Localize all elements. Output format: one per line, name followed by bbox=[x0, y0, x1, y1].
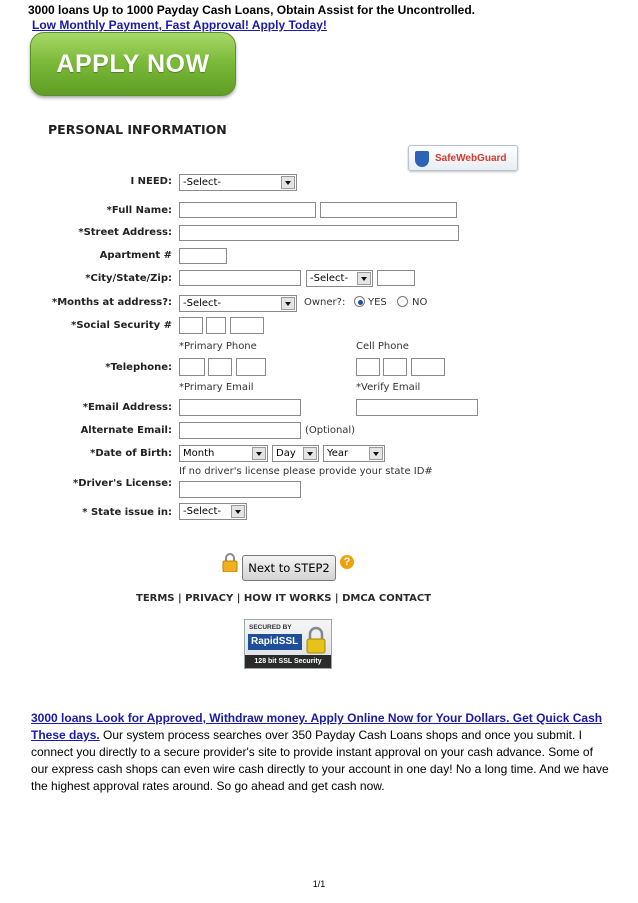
need-select-value: -Select- bbox=[183, 177, 222, 188]
apartment-input[interactable] bbox=[179, 248, 227, 264]
months-select[interactable] bbox=[179, 295, 297, 312]
ssn-part2-input[interactable] bbox=[206, 317, 226, 334]
owner-label: Owner?: bbox=[304, 297, 346, 308]
city-input[interactable] bbox=[179, 270, 301, 286]
chevron-down-icon bbox=[281, 297, 295, 310]
article-link[interactable]: 3000 loans Look for Approved, Withdraw money. Apply Online Now for Your Dollars. Get Quick Cash These days. bbox=[31, 711, 603, 742]
chevron-down-icon bbox=[357, 272, 371, 285]
owner-yes-label: YES bbox=[368, 297, 387, 308]
owner-yes-radio[interactable] bbox=[354, 296, 365, 307]
cell-prefix-input[interactable] bbox=[383, 358, 407, 376]
label-alt-email: Alternate Email: bbox=[80, 425, 172, 436]
verify-email-hint: *Verify Email bbox=[356, 382, 421, 393]
shield-icon bbox=[415, 151, 429, 167]
owner-no-radio[interactable] bbox=[397, 296, 408, 307]
ssn-part1-input[interactable] bbox=[179, 317, 203, 334]
safewebguard-badge bbox=[408, 145, 518, 171]
first-name-input[interactable] bbox=[179, 202, 316, 218]
ssl-line3: 128 bit SSL Security bbox=[245, 655, 331, 668]
street-address-input[interactable] bbox=[179, 225, 459, 241]
chevron-down-icon bbox=[281, 176, 295, 189]
state-issue-select[interactable] bbox=[179, 503, 247, 520]
phone-area-input[interactable] bbox=[179, 358, 205, 376]
months-select-value: -Select- bbox=[183, 298, 222, 309]
lock-icon bbox=[222, 552, 238, 572]
next-step-button[interactable]: Next to STEP2 bbox=[242, 555, 336, 581]
chevron-down-icon bbox=[252, 447, 266, 460]
page-title: 3000 loans Up to 1000 Payday Cash Loans, Obtain Assist for the Uncontrolled. bbox=[28, 3, 476, 17]
last-name-input[interactable] bbox=[320, 202, 457, 218]
dob-day-select[interactable] bbox=[272, 445, 319, 462]
label-city-state-zip: *City/State/Zip: bbox=[85, 273, 172, 284]
help-icon[interactable]: ? bbox=[340, 555, 354, 569]
cell-phone-hint: Cell Phone bbox=[356, 341, 409, 352]
label-telephone: *Telephone: bbox=[105, 362, 172, 373]
label-email: *Email Address: bbox=[82, 402, 172, 413]
optional-hint: (Optional) bbox=[305, 425, 356, 436]
rapidssl-badge bbox=[244, 619, 332, 669]
phone-line-input[interactable] bbox=[236, 358, 266, 376]
article-body: Our system process searches over 350 Payday Cash Loans shops and once you submit. I connect you directly to a secure provider's site to provide instant approval on your cash advance. Some of our express cash shops can even wire cash directly to your account in one day! No a long time. And we have the highest approval rates around. So go ahead and get cash now. bbox=[31, 728, 609, 793]
dob-year-select[interactable] bbox=[323, 445, 385, 462]
apply-now-button[interactable]: APPLY NOW bbox=[30, 32, 236, 96]
label-dob: *Date of Birth: bbox=[90, 448, 172, 459]
chevron-down-icon bbox=[303, 447, 317, 460]
label-state-issue: * State issue in: bbox=[82, 507, 172, 518]
primary-email-hint: *Primary Email bbox=[179, 382, 254, 393]
verify-email-input[interactable] bbox=[356, 399, 478, 416]
ssl-line1: SECURED BY bbox=[249, 624, 292, 631]
article-paragraph bbox=[31, 710, 613, 795]
dob-month-select[interactable] bbox=[179, 445, 268, 462]
state-select-value: -Select- bbox=[310, 273, 349, 284]
label-ssn: *Social Security # bbox=[71, 320, 172, 331]
dob-month-value: Month bbox=[183, 448, 215, 459]
label-need: I NEED: bbox=[130, 176, 172, 187]
label-full-name: *Full Name: bbox=[106, 205, 172, 216]
phone-prefix-input[interactable] bbox=[208, 358, 232, 376]
cell-area-input[interactable] bbox=[356, 358, 380, 376]
label-months: *Months at address?: bbox=[52, 297, 172, 308]
cell-line-input[interactable] bbox=[411, 358, 445, 376]
need-select[interactable] bbox=[179, 174, 297, 191]
primary-phone-hint: *Primary Phone bbox=[179, 341, 257, 352]
chevron-down-icon bbox=[369, 447, 383, 460]
footer-links[interactable]: TERMS | PRIVACY | HOW IT WORKS | DMCA CONTACT bbox=[136, 593, 432, 604]
promo-link[interactable]: Low Monthly Payment, Fast Approval! Apply Today! bbox=[32, 18, 327, 32]
dob-day-value: Day bbox=[276, 448, 296, 459]
state-issue-value: -Select- bbox=[183, 506, 222, 517]
padlock-icon bbox=[305, 626, 327, 654]
email-input[interactable] bbox=[179, 399, 301, 416]
label-street: *Street Address: bbox=[78, 227, 172, 238]
chevron-down-icon bbox=[231, 505, 245, 518]
ssl-line2: RapidSSL bbox=[248, 634, 302, 650]
owner-no-label: NO bbox=[412, 297, 428, 308]
license-note: If no driver's license please provide your state ID# bbox=[179, 466, 433, 477]
page-number: 1/1 bbox=[312, 879, 326, 889]
state-select[interactable] bbox=[306, 270, 373, 287]
alt-email-input[interactable] bbox=[179, 422, 301, 439]
zip-input[interactable] bbox=[377, 270, 415, 286]
section-title: PERSONAL INFORMATION bbox=[48, 122, 227, 137]
label-license: *Driver's License: bbox=[73, 478, 172, 489]
license-input[interactable] bbox=[179, 481, 301, 498]
ssn-part3-input[interactable] bbox=[230, 317, 264, 334]
badge-label: SafeWebGuard bbox=[435, 153, 507, 164]
label-apartment: Apartment # bbox=[99, 250, 172, 261]
dob-year-value: Year bbox=[327, 448, 349, 459]
